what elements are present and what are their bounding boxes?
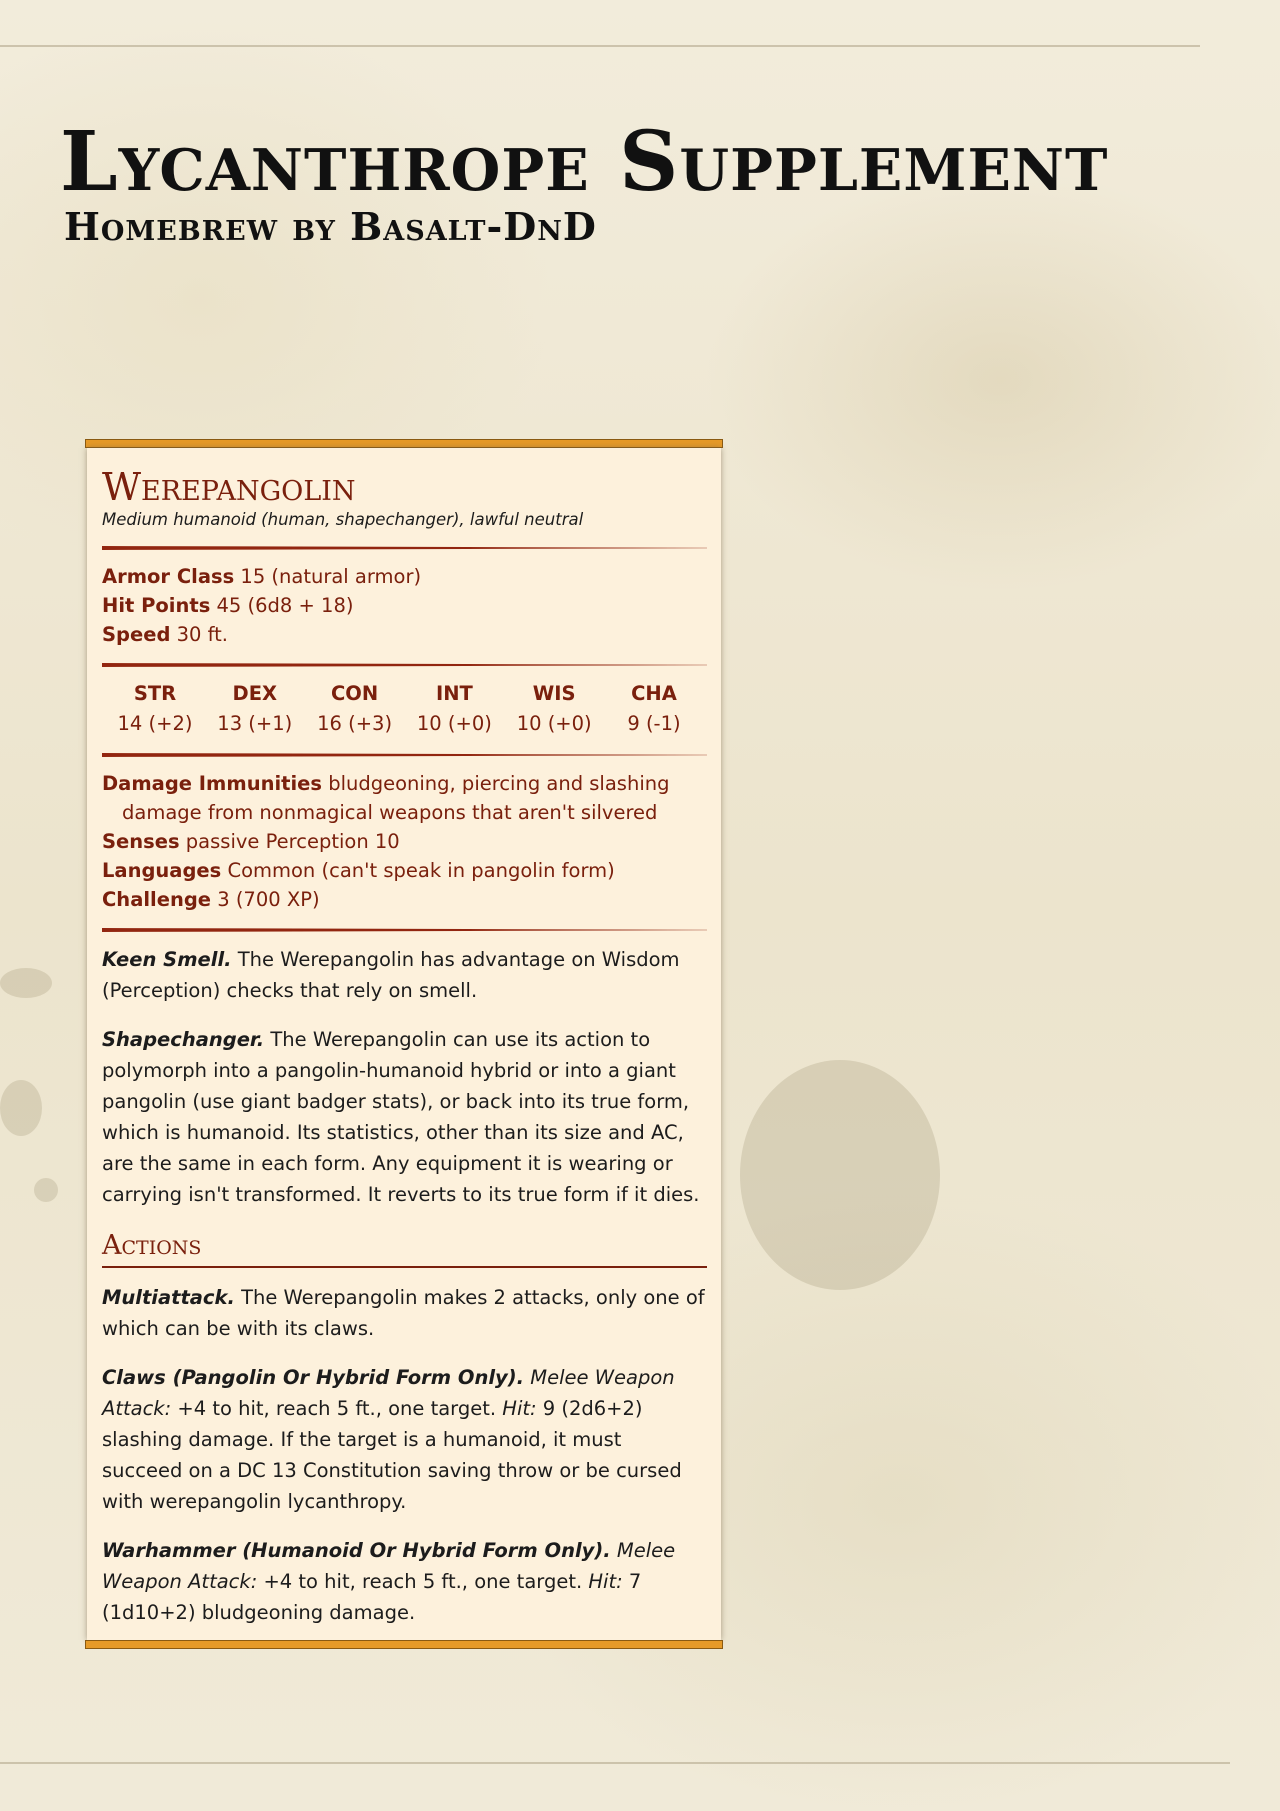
- statblock-top-bar: [85, 439, 723, 448]
- monster-statblock: [85, 439, 723, 1649]
- armor-class: Armor Class 15 (natural armor): [102, 565, 422, 588]
- statblock-body: [87, 448, 721, 1640]
- ink-stain: [34, 1178, 58, 1202]
- damage-immunities: Damage Immunities bludgeoning, piercing and slashing damage from nonmagical weapons that aren't silvered: [102, 772, 670, 824]
- ability-scores: [102, 679, 707, 739]
- monster-name: Werepangolin: [102, 465, 356, 509]
- divider: [102, 753, 707, 757]
- actions-heading: Actions: [102, 1228, 707, 1268]
- action-multiattack: Multiattack. The Werepangolin makes 2 attacks, only one of which can be with its claws.: [102, 1286, 705, 1340]
- hit-points: Hit Points 45 (6d8 + 18): [102, 594, 354, 617]
- bottom-border-line: [0, 1762, 1230, 1764]
- ability-wis: WIS 10 (+0): [516, 682, 592, 735]
- trait-keen-smell: Keen Smell. The Werepangolin has advantage on Wisdom (Perception) checks that rely on smell.: [102, 948, 680, 1002]
- action-warhammer: Warhammer (Humanoid Or Hybrid Form Only). Melee Weapon Attack: +4 to hit, reach 5 ft., one target. Hit: 7 (1d10+2) bludgeoning damage.: [102, 1539, 676, 1624]
- action-claws: Claws (Pangolin Or Hybrid Form Only). Melee Weapon Attack: +4 to hit, reach 5 ft., one target. Hit: 9 (2d6+2) slashing damage. If the target is a humanoid, it must succeed on a DC 13 Constitution saving throw or be cursed with werepangolin lycanthropy.: [102, 1366, 682, 1513]
- challenge: Challenge 3 (700 XP): [102, 888, 320, 911]
- top-border-line: [0, 45, 1200, 47]
- statblock-bottom-bar: [85, 1640, 723, 1649]
- divider: [102, 546, 707, 550]
- monster-type: Medium humanoid (human, shapechanger), lawful neutral: [102, 510, 584, 529]
- ability-dex: DEX 13 (+1): [217, 682, 293, 735]
- ability-str: STR 14 (+2): [117, 682, 193, 735]
- ink-stain: [0, 968, 52, 998]
- senses: Senses passive Perception 10: [102, 830, 400, 853]
- page-title: Lycanthrope Supplement: [60, 114, 1109, 210]
- divider: [102, 663, 707, 667]
- ability-cha: CHA 9 (-1): [627, 682, 681, 735]
- trait-shapechanger: Shapechanger. The Werepangolin can use its action to polymorph into a pangolin-humanoid hybrid or into a giant pangolin (use giant badger stats), or back into its true form, which is humanoid. Its statistics, other than its size and AC, are the same in each form. Any equipment it is wearing or carrying isn't transformed. It reverts to its true form if it dies.: [102, 1028, 700, 1206]
- page-subtitle: Homebrew by Basalt-DnD: [64, 204, 597, 249]
- ability-con: CON 16 (+3): [317, 682, 393, 735]
- ability-int: INT 10 (+0): [416, 682, 492, 735]
- speed: Speed 30 ft.: [102, 623, 229, 646]
- page-header: [60, 114, 1109, 249]
- ink-stain: [740, 1060, 940, 1290]
- languages: Languages Common (can't speak in pangolin form): [102, 859, 615, 882]
- divider: [102, 928, 707, 932]
- ink-stain: [0, 1080, 42, 1136]
